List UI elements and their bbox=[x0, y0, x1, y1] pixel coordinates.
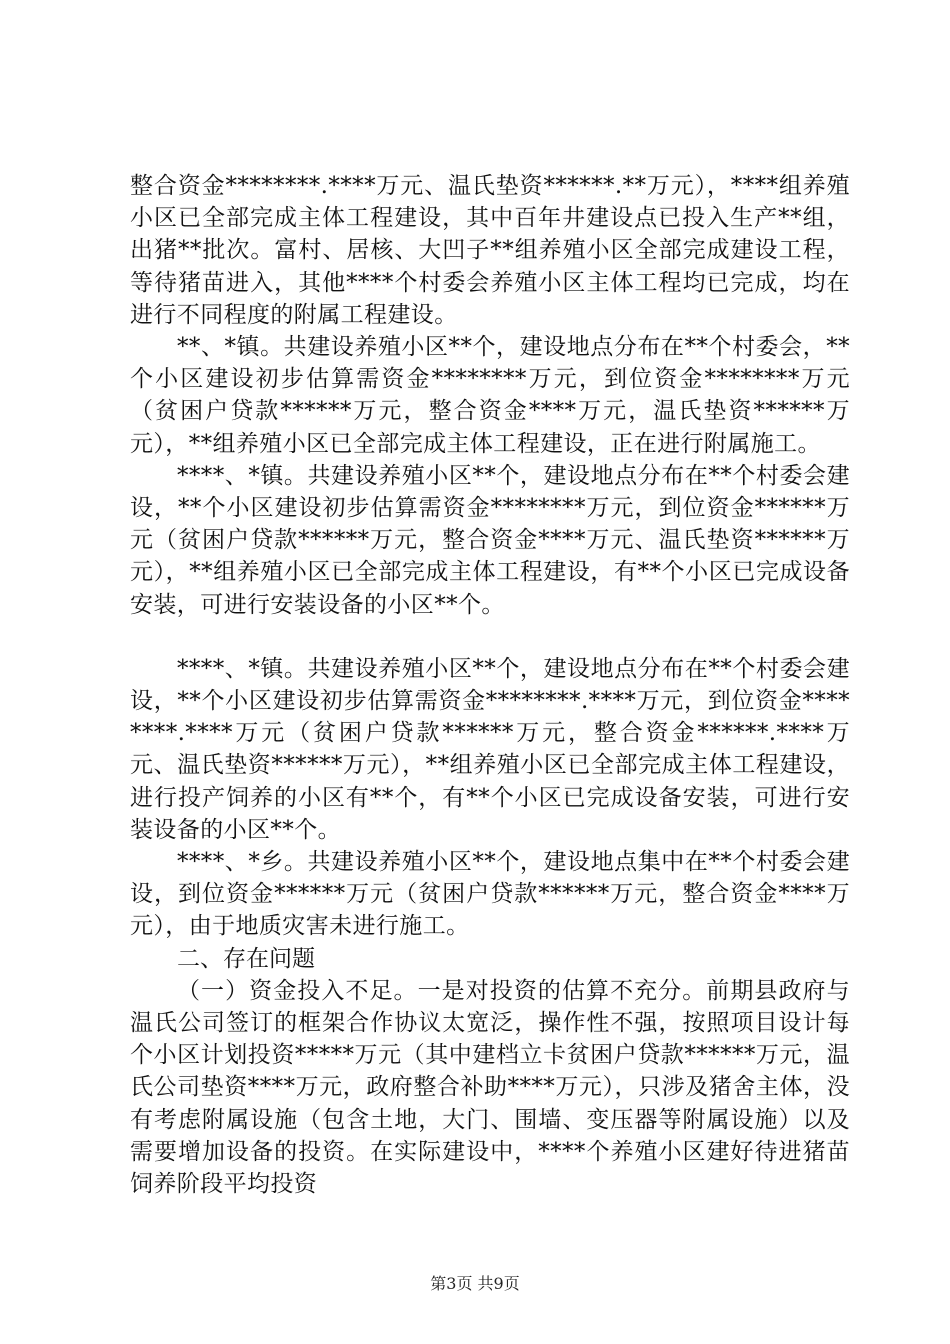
document-body bbox=[130, 170, 850, 1200]
paragraph-town-3: ****、*镇。共建设养殖小区**个，建设地点分布在**个村委会建设，**个小区建设初步估算需资金********万元，到位资金******万元（贫困户贷款******万元，整合资金****万元、温氏垫资******万元），**组养殖小区已全部完成主体工程建设，有**个小区已完成设备安装，可进行安装设备的小区**个。 bbox=[130, 462, 850, 618]
paragraph-town-2: **、*镇。共建设养殖小区**个，建设地点分布在**个村委会，**个小区建设初步估算需资金********万元，到位资金********万元（贫困户贷款******万元，整合资金****万元，温氏垫资******万元），**组养殖小区已全部完成主体工程建设，正在进行附属施工。 bbox=[130, 334, 850, 457]
page-footer: 第3页 共9页 bbox=[430, 1274, 520, 1293]
paragraph-continuation: 整合资金********.****万元、温氏垫资******.**万元），****组养殖小区已全部完成主体工程建设，其中百年井建设点已投入生产**组，出猪**批次。富村、居核、大凹子**组养殖小区全部完成建设工程，等待猪苗进入，其他****个村委会养殖小区主体工程均已完成，均在进行不同程度的附属工程建设。 bbox=[130, 173, 850, 328]
paragraph-problem-1: （一）资金投入不足。一是对投资的估算不充分。前期县政府与温氏公司签订的框架合作协议太宽泛，操作性不强，按照项目设计每个小区计划投资*****万元（其中建档立卡贫困户贷款******万元，温氏公司垫资****万元，政府整合补助****万元），只涉及猪舍主体，没有考虑附属设施（包含土地，大门、围墙、变压器等附属设施）以及需要增加设备的投资。在实际建设中，****个养殖小区建好待进猪苗饲养阶段平均投资 bbox=[130, 977, 850, 1198]
paragraph-town-4: ****、*镇。共建设养殖小区**个，建设地点分布在**个村委会建设，**个小区建设初步估算需资金********.****万元，到位资金********.****万元（贫困户贷款******万元，整合资金******.****万元、温氏垫资******万元），**组养殖小区已全部完成主体工程建设，进行投产饲养的小区有**个，有**个小区已完成设备安装，可进行安装设备的小区**个。 bbox=[130, 655, 850, 843]
paragraph-township-5: ****、*乡。共建设养殖小区**个，建设地点集中在**个村委会建设，到位资金******万元（贫困户贷款******万元，整合资金****万元），由于地质灾害未进行施工。 bbox=[130, 849, 850, 940]
paragraph-gap bbox=[130, 621, 850, 653]
section-heading: 二、存在问题 bbox=[177, 945, 315, 972]
